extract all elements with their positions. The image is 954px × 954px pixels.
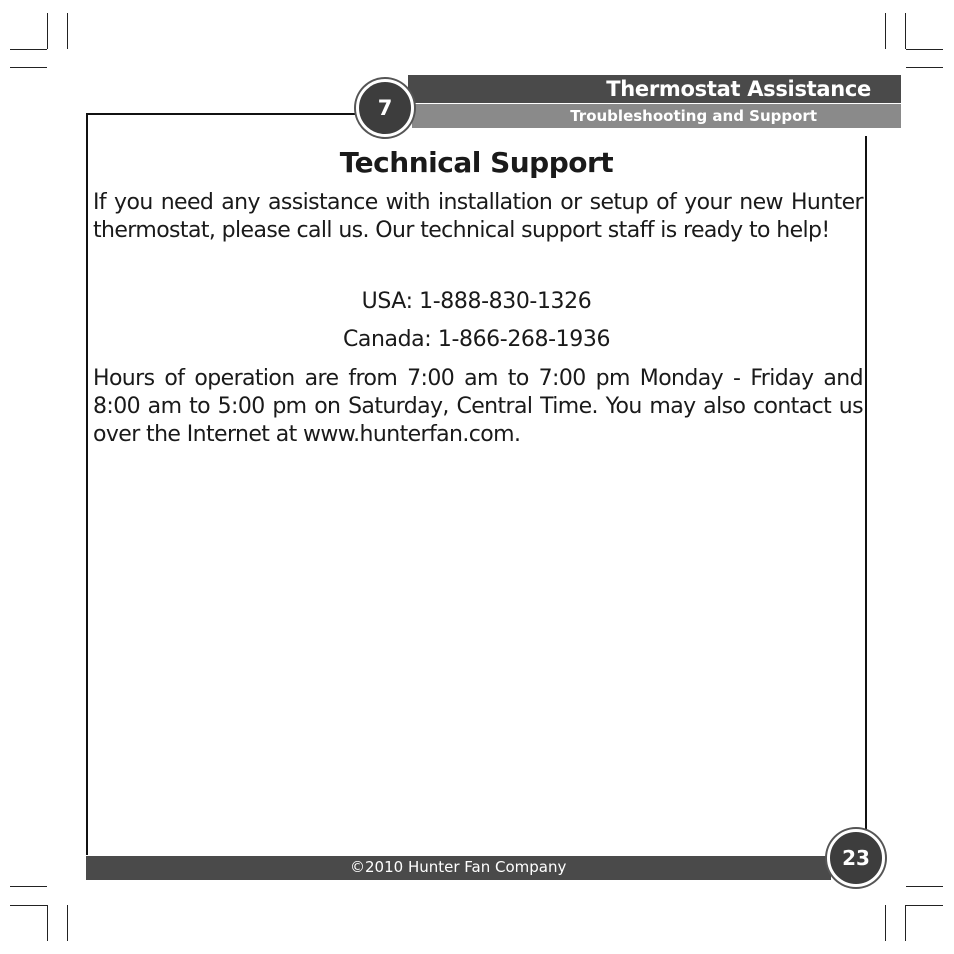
frame-border-right <box>865 136 867 856</box>
footer-bar <box>86 856 831 880</box>
crop-mark <box>67 13 68 49</box>
crop-mark <box>47 905 48 941</box>
page-title: Technical Support <box>339 146 614 179</box>
copyright-text: ©2010 Hunter Fan Company <box>350 858 567 876</box>
crop-mark <box>906 886 943 887</box>
crop-mark <box>885 905 886 941</box>
crop-mark <box>906 67 943 68</box>
crop-mark <box>905 13 906 49</box>
header-bar <box>408 75 901 103</box>
crop-mark <box>10 886 47 887</box>
crop-mark <box>10 905 47 906</box>
phone-usa: USA: 1-888-830-1326 <box>361 289 592 314</box>
crop-mark <box>906 49 943 50</box>
crop-mark <box>47 13 48 49</box>
phone-canada: Canada: 1-866-268-1936 <box>342 327 611 352</box>
section-title: Thermostat Assistance <box>606 77 871 101</box>
chapter-number-badge: 7 <box>356 79 414 137</box>
frame-border-top <box>86 113 356 115</box>
subheader-bar <box>412 104 901 128</box>
section-subtitle: Troubleshooting and Support <box>570 107 817 125</box>
frame-border-left <box>86 113 88 855</box>
crop-mark <box>10 49 47 50</box>
crop-mark <box>885 13 886 49</box>
page-number-badge: 23 <box>827 829 885 887</box>
crop-mark <box>10 67 47 68</box>
intro-paragraph: If you need any assistance with installation or setup of your new Hunter thermostat, please call us. Our technical support staff is ready to help! <box>93 190 863 243</box>
crop-mark <box>905 905 906 941</box>
crop-mark <box>906 905 943 906</box>
hours-paragraph: Hours of operation are from 7:00 am to 7:00 pm Monday - Friday and 8:00 am to 5:00 pm on Saturday, Central Time. You may also contact us over the Internet at www.hunterfan.com. <box>93 366 863 447</box>
crop-mark <box>67 905 68 941</box>
